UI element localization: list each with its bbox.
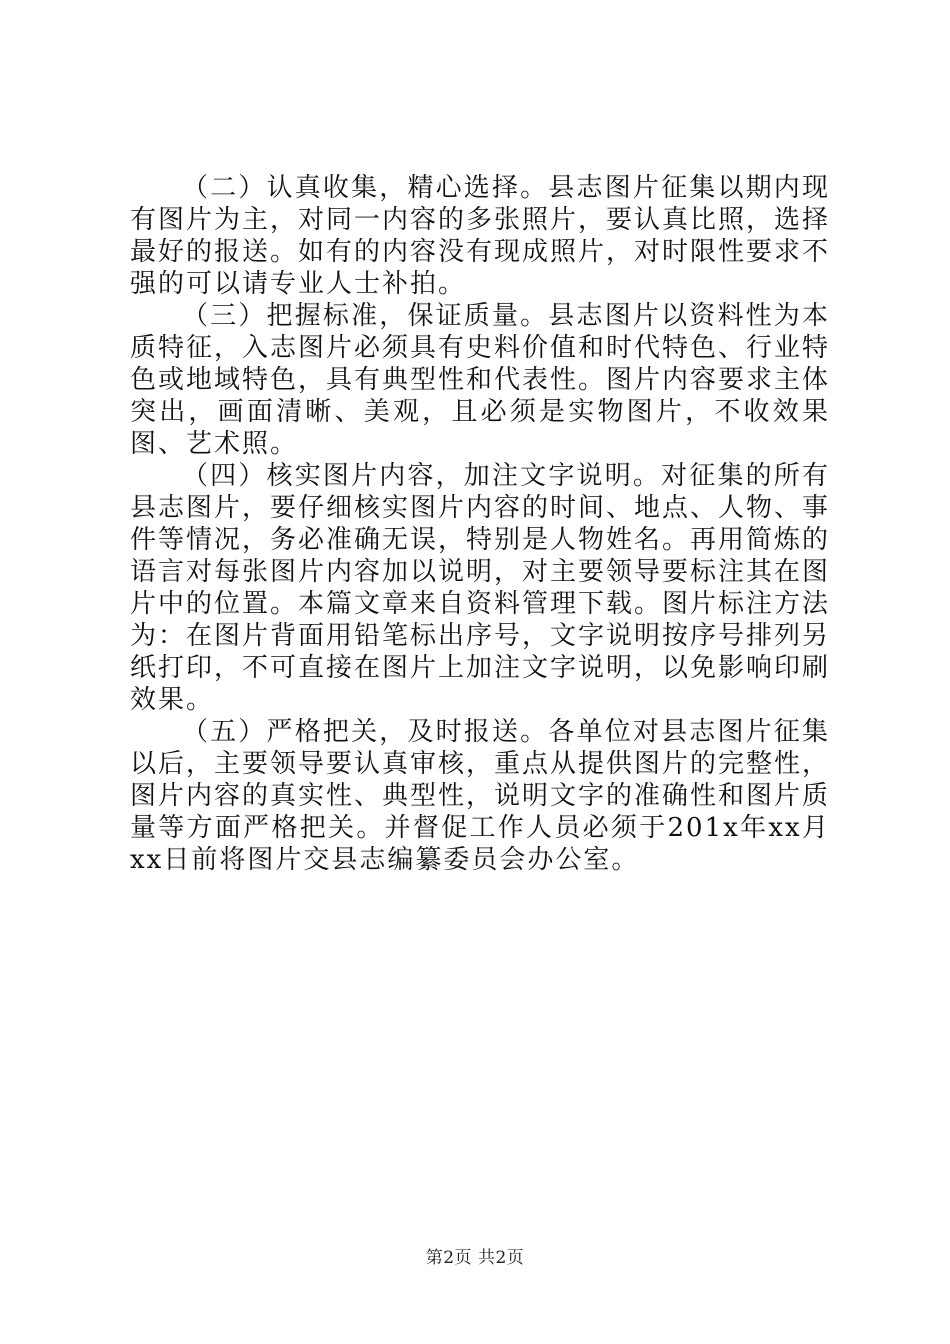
paragraph-collect-select: （二）认真收集，精心选择。县志图片征集以期内现有图片为主，对同一内容的多张照片，要认真比照，选择最好的报送。如有的内容没有现成照片，对时限性要求不强的可以请专业人士补拍。 <box>130 173 831 299</box>
paragraph-quality-standard: （三）把握标准，保证质量。县志图片以资料性为本质特征，入志图片必须具有史料价值和时代特色、行业特色或地域特色，具有典型性和代表性。图片内容要求主体突出，画面清晰、美观，且必须是实物图片，不收效果图、艺术照。 <box>130 301 831 459</box>
page-number-footer: 第2页 共2页 <box>425 1248 525 1268</box>
paragraph-verify-annotate: （四）核实图片内容，加注文字说明。对征集的所有县志图片，要仔细核实图片内容的时间、地点、人物、事件等情况，务必准确无误，特别是人物姓名。再用简炼的语言对每张图片内容加以说明，对主要领导要标注其在图片中的位置。本篇文章来自资料管理下载。图片标注方法为：在图片背面用铅笔标出序号，文字说明按序号排列另纸打印，不可直接在图片上加注文字说明，以免影响印刷效果。 <box>130 461 831 715</box>
paragraph-review-submit: （五）严格把关，及时报送。各单位对县志图片征集以后，主要领导要认真审核，重点从提供图片的完整性，图片内容的真实性、典型性，说明文字的准确性和图片质量等方面严格把关。并督促工作人员必须于201x年xx月xx日前将图片交县志编纂委员会办公室。 <box>130 717 831 875</box>
document-body <box>130 172 830 876</box>
